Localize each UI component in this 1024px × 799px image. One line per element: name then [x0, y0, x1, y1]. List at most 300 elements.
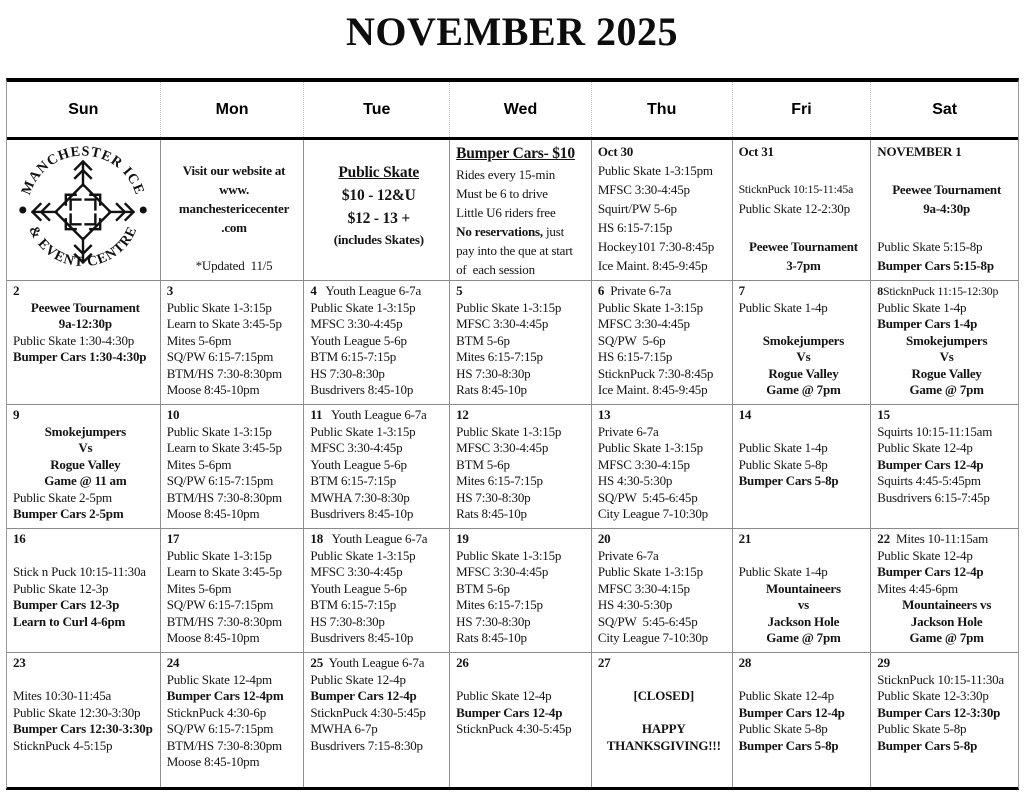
- event-line: SQ/PW 6:15-7:15pm: [166, 349, 274, 364]
- event-line: [456, 672, 589, 689]
- event-line: [167, 531, 302, 548]
- event-line: Bumper Cars 12-4p: [310, 688, 417, 703]
- cell-nov-3: [160, 281, 304, 404]
- day-number: No reservations,: [456, 224, 543, 239]
- event-line: MFSC 3:30-4:45p: [310, 440, 403, 455]
- day-number: 25: [310, 655, 324, 670]
- event-line: [877, 218, 1016, 237]
- event-line: Public Skate 1-3:15p: [597, 564, 703, 579]
- day-header-fri: Fri: [732, 82, 871, 137]
- day-number: 26: [456, 655, 469, 670]
- manchester-ice-logo: [14, 142, 152, 278]
- cell-nov-7: [732, 281, 871, 404]
- event-line: HAPPY: [641, 721, 686, 736]
- day-number-suffix: Youth League 6-7a: [323, 531, 428, 546]
- day-header-thu: Thu: [591, 82, 732, 137]
- event-line: Mites 5-6pm: [166, 456, 232, 472]
- day-number: 10: [166, 407, 180, 422]
- event-line: [598, 705, 730, 722]
- event-line: [598, 531, 730, 548]
- event-line: [739, 424, 869, 441]
- event-line: Youth League 5-6p: [310, 580, 407, 596]
- event-line: SQ/PW 5-6p: [597, 332, 666, 348]
- event-line: .com: [221, 220, 247, 235]
- event-line: Oct 30: [597, 144, 634, 159]
- day-number: 8: [877, 284, 883, 298]
- event-line: Public Skate 1-4p: [738, 440, 828, 455]
- event-line: BTM 5-6p: [456, 580, 510, 596]
- event-line: SQ/PW 5:45-6:45p: [597, 489, 698, 505]
- event-line: [310, 283, 447, 300]
- event-line: SQ/PW 6:15-7:15pm: [166, 721, 274, 736]
- event-line: [310, 142, 447, 161]
- event-line: [456, 655, 589, 672]
- event-line: Mites 5-6pm: [166, 332, 232, 348]
- event-line: Youth League 5-6p: [310, 456, 407, 472]
- event-line: [739, 548, 869, 565]
- event-line: Mites 10:30-11:45a: [13, 688, 112, 703]
- event-line: Mountaineers vs: [902, 597, 992, 612]
- event-line: Public Skate 1-3:15p: [310, 423, 416, 439]
- event-line: Peewee Tournament: [892, 182, 1002, 197]
- day-number: 28: [738, 655, 752, 670]
- event-line: BTM 5-6p: [456, 456, 510, 472]
- event-line: Public Skate 1-4p: [877, 299, 967, 315]
- day-number: 6: [597, 283, 605, 298]
- cell-nov-18: [303, 529, 449, 652]
- event-line: www.: [219, 182, 249, 197]
- event-line: [456, 222, 589, 241]
- event-line: SQ/PW 5:45-6:45p: [597, 613, 698, 629]
- day-number: 9: [13, 407, 20, 422]
- cell-info-logo: [7, 140, 160, 280]
- day-number: 20: [597, 531, 611, 546]
- event-line: Bumper Cars 12-4pm: [166, 688, 284, 703]
- calendar-table: [6, 78, 1019, 790]
- event-line: Public Skate 1-3:15p: [310, 299, 416, 315]
- page-title: NOVEMBER 2025: [345, 9, 679, 54]
- cell-nov-6: [591, 281, 732, 404]
- event-line: Squirt/PW 5-6p: [597, 201, 677, 216]
- event-line: Rogue Valley: [50, 456, 121, 472]
- event-line: Bumper Cars 1-4p: [877, 316, 978, 331]
- event-line: [739, 316, 869, 333]
- event-line: Squirts 4:45-5:45pm: [877, 473, 981, 488]
- event-line: Rats 8:45-10p: [456, 506, 527, 521]
- event-line: SticknPuck 4:30-5:45p: [456, 721, 572, 736]
- cell-nov-24: [160, 653, 304, 787]
- cell-nov-9: [7, 405, 160, 528]
- event-line: [598, 672, 730, 689]
- event-line: Rats 8:45-10p: [456, 382, 527, 397]
- event-line: SticknPuck 4:30-6p: [166, 704, 267, 720]
- event-line: [877, 407, 1016, 424]
- event-line: (includes Skates): [333, 232, 424, 247]
- day-header-sun: Sun: [68, 100, 99, 118]
- event-line: Moose 8:45-10pm: [166, 754, 260, 769]
- event-line: Private 6-7a: [597, 423, 659, 439]
- calendar-header-row: [7, 82, 1018, 140]
- cell-nov-26: [449, 653, 591, 787]
- day-number-suffix: just: [542, 224, 564, 239]
- cell-nov-4: [303, 281, 449, 404]
- event-line: [877, 161, 1016, 180]
- cell-nov-29: [870, 653, 1018, 787]
- day-number: 15: [877, 407, 890, 422]
- event-line: Ice Maint. 8:45-9:45p: [597, 258, 708, 273]
- event-line: [CLOSED]: [633, 688, 694, 703]
- cell-nov-17: [160, 529, 304, 652]
- day-number: 11: [310, 407, 323, 422]
- event-line: manchestericecenter: [178, 201, 290, 216]
- svg-text:& EVENT CENTRE: & EVENT CENTRE: [25, 223, 141, 271]
- day-number: 5: [456, 283, 463, 298]
- day-number: 16: [13, 531, 26, 546]
- event-line: MFSC 3:30-4:15p: [597, 580, 690, 596]
- event-line: [167, 283, 302, 300]
- event-line: Public Skate 1-3:15p: [597, 299, 703, 315]
- cell-nov-15: [870, 405, 1018, 528]
- event-line: Little U6 riders free: [456, 205, 556, 220]
- event-line: Public Skate 1-3:15p: [456, 547, 562, 563]
- event-line: Rats 8:45-10p: [456, 630, 527, 645]
- event-line: [739, 407, 869, 424]
- event-line: [456, 531, 589, 548]
- svg-text:MANCHESTER ICE: MANCHESTER ICE: [18, 143, 149, 198]
- event-line: Smokejumpers: [905, 332, 988, 348]
- day-number: 18: [310, 531, 324, 546]
- event-line: SticknPuck 7:30-8:45p: [597, 365, 714, 381]
- event-line: MWHA 7:30-8:30p: [310, 489, 410, 505]
- event-line: Moose 8:45-10pm: [166, 630, 260, 645]
- cell-nov-8: [870, 281, 1018, 404]
- event-line: Bumper Cars 5-8p: [877, 737, 978, 753]
- event-line: Public Skate 12-4p: [456, 688, 552, 703]
- event-line: Mountaineers: [765, 580, 841, 596]
- event-line: Public Skate 2-5pm: [13, 489, 112, 505]
- event-line: Public Skate: [338, 164, 420, 181]
- day-number: 21: [738, 531, 752, 546]
- day-number: 23: [13, 655, 26, 670]
- event-line: Public Skate 5-8p: [877, 721, 967, 736]
- cell-nov-28: [732, 653, 871, 787]
- event-line: Public Skate 12-4p: [877, 547, 973, 563]
- event-line: [13, 655, 158, 672]
- event-line: 3-7pm: [786, 258, 821, 273]
- event-line: MFSC 3:30-4:45p: [310, 316, 403, 331]
- event-line: BTM/HS 7:30-8:30pm: [166, 737, 282, 753]
- event-line: Rogue Valley: [768, 365, 839, 381]
- event-line: HS 4:30-5:30p: [597, 473, 673, 488]
- day-number: 17: [166, 531, 180, 546]
- event-line: Public Skate 12:30-3:30p: [13, 704, 141, 720]
- event-line: Bumper Cars 12-4p: [738, 704, 845, 720]
- event-line: Public Skate 12-4p: [310, 671, 406, 687]
- day-number-suffix: Youth League 6-7a: [316, 283, 422, 298]
- day-number: 13: [597, 407, 611, 422]
- event-line: Must be 6 to drive: [456, 186, 548, 201]
- event-line: [877, 531, 1016, 548]
- event-line: SticknPuck 10:15-11:30a: [877, 671, 1004, 687]
- event-line: Game @ 7pm: [909, 630, 984, 645]
- event-line: Public Skate 1-3:15p: [456, 423, 562, 439]
- logo-right-dot: [140, 207, 147, 214]
- event-line: of each session: [456, 262, 535, 277]
- event-line: Public Skate 1-3:15p: [166, 547, 272, 563]
- day-number: 7: [738, 283, 745, 298]
- event-line: Busdrivers 8:45-10p: [310, 506, 414, 521]
- event-line: Bumper Cars 12-4p: [877, 564, 984, 579]
- event-line: Mites 6:15-7:15p: [456, 597, 543, 612]
- event-line: Stick n Puck 10:15-11:30a: [13, 564, 146, 579]
- event-line: Bumper Cars 5-8p: [738, 473, 839, 488]
- event-line: Moose 8:45-10pm: [166, 382, 260, 397]
- cell-nov-16: [7, 529, 160, 652]
- day-number-suffix: Youth League 6-7a: [323, 655, 425, 670]
- event-line: Jackson Hole: [767, 613, 840, 629]
- event-line: [739, 531, 869, 548]
- event-line: [598, 407, 730, 424]
- event-line: Public Skate 5:15-8p: [877, 239, 983, 254]
- event-line: Busdrivers 8:45-10p: [310, 382, 414, 397]
- event-line: [310, 407, 447, 424]
- event-line: Public Skate 1-4p: [738, 299, 828, 315]
- day-number: 12: [456, 407, 469, 422]
- event-line: Public Skate 12-3:30p: [877, 688, 989, 703]
- event-line: Moose 8:45-10pm: [166, 506, 260, 521]
- event-line: BTM 6:15-7:15p: [310, 597, 397, 612]
- cell-nov-2: [7, 281, 160, 404]
- cell-nov-14: [732, 405, 871, 528]
- cell-oct-30: [591, 140, 732, 280]
- event-line: Peewee Tournament: [748, 239, 858, 254]
- day-header-tue: Tue: [303, 82, 449, 137]
- event-line: Public Skate 5-8p: [738, 456, 828, 472]
- event-line: [739, 672, 869, 689]
- event-line: Bumper Cars 2-5pm: [13, 506, 124, 521]
- event-line: Hockey101 7:30-8:45p: [597, 239, 715, 254]
- event-line: pay into the que at start: [456, 243, 573, 258]
- day-number: 29: [877, 655, 890, 670]
- event-line: Public Skate 12-2:30p: [738, 201, 850, 216]
- day-number: 3: [166, 283, 173, 298]
- cell-info-website: [160, 140, 304, 280]
- day-number: 24: [166, 655, 180, 670]
- event-line: [13, 548, 158, 565]
- event-line: [598, 655, 730, 672]
- event-line: MFSC 3:30-4:45p: [456, 316, 549, 331]
- event-line: Bumper Cars 12-4p: [456, 704, 563, 720]
- day-number: 27: [597, 655, 611, 670]
- event-line: Public Skate 1-4p: [738, 564, 828, 579]
- day-number-suffix: SticknPuck 11:15-12:30p: [882, 284, 999, 298]
- event-line: [167, 407, 302, 424]
- event-line: [456, 283, 589, 300]
- event-line: [13, 407, 158, 424]
- day-number: 19: [456, 531, 469, 546]
- event-line: Mites 6:15-7:15p: [456, 473, 543, 488]
- event-line: MFSC 3:30-4:45p: [597, 182, 690, 197]
- event-line: BTM/HS 7:30-8:30pm: [166, 365, 282, 381]
- cell-nov-25: [303, 653, 449, 787]
- event-line: SQ/PW 6:15-7:15pm: [166, 473, 274, 488]
- event-line: Game @ 7pm: [766, 630, 841, 645]
- event-line: Vs: [78, 440, 93, 455]
- event-line: [167, 655, 302, 672]
- event-line: Learn to Skate 3:45-5p: [166, 440, 282, 455]
- event-line: HS 6:15-7:15p: [597, 349, 673, 364]
- event-line: [877, 283, 1016, 300]
- event-line: [739, 655, 869, 672]
- event-line: MFSC 3:30-4:15p: [597, 456, 690, 472]
- event-line: 9a-4:30p: [923, 201, 971, 216]
- event-line: vs: [797, 597, 809, 612]
- event-line: Youth League 5-6p: [310, 332, 407, 348]
- cell-nov-13: [591, 405, 732, 528]
- event-line: Vs: [939, 349, 954, 364]
- calendar-body: [7, 140, 1018, 787]
- week-row-2: [7, 280, 1018, 404]
- event-line: Rogue Valley: [911, 365, 982, 381]
- event-line: SticknPuck 10:15-11:45a: [738, 182, 854, 196]
- event-line: [598, 283, 730, 300]
- event-line: [13, 283, 158, 300]
- day-number: 22: [877, 531, 890, 546]
- day-number: 14: [738, 407, 752, 422]
- event-line: [310, 655, 447, 672]
- event-line: Game @ 7pm: [909, 382, 984, 397]
- week-row-5: [7, 652, 1018, 787]
- cell-nov-19: [449, 529, 591, 652]
- event-line: Public Skate 1-3:15pm: [597, 163, 713, 178]
- event-line: Bumper Cars 12-3p: [13, 597, 120, 612]
- event-line: [456, 407, 589, 424]
- cell-oct-31: [732, 140, 871, 280]
- event-line: [167, 142, 302, 161]
- cell-nov-10: [160, 405, 304, 528]
- event-line: [310, 531, 447, 548]
- event-line: Public Skate 12-4pm: [166, 671, 272, 687]
- cell-nov-12: [449, 405, 591, 528]
- event-line: BTM 6:15-7:15p: [310, 349, 397, 364]
- event-line: HS 7:30-8:30p: [310, 365, 385, 381]
- cell-nov-11: [303, 405, 449, 528]
- event-line: HS 7:30-8:30p: [456, 613, 531, 629]
- event-line: Game @ 7pm: [766, 382, 841, 397]
- event-line: Bumper Cars 12-3:30p: [877, 704, 1001, 720]
- event-line: 9a-12:30p: [58, 316, 112, 331]
- event-line: Smokejumpers: [762, 332, 845, 348]
- event-line: Bumper Cars 12-4p: [877, 456, 984, 472]
- event-line: SticknPuck 4-5:15p: [13, 737, 113, 753]
- event-line: Peewee Tournament: [30, 299, 140, 315]
- event-line: Squirts 10:15-11:15am: [877, 423, 993, 439]
- event-line: Mites 5-6pm: [166, 580, 232, 596]
- event-line: Public Skate 1-3:15p: [597, 440, 703, 455]
- cell-info-public-skate-prices: [303, 140, 449, 280]
- cell-nov-22: [870, 529, 1018, 652]
- day-number-suffix: Private 6-7a: [604, 283, 672, 298]
- event-line: [739, 283, 869, 300]
- event-line: Oct 31: [738, 144, 774, 159]
- day-number: 4: [310, 283, 317, 298]
- cell-info-bumper-cars: [449, 140, 591, 280]
- week-row-3: [7, 404, 1018, 528]
- event-line: Public Skate 1-3:15p: [456, 299, 562, 315]
- event-line: HS 7:30-8:30p: [456, 365, 531, 381]
- event-line: SticknPuck 4:30-5:45p: [310, 704, 426, 720]
- event-line: MFSC 3:30-4:45p: [456, 440, 549, 455]
- cell-nov-23: [7, 653, 160, 787]
- event-line: Smokejumpers: [44, 423, 127, 439]
- event-line: $10 - 12&U: [341, 187, 416, 204]
- week-row-1: [7, 140, 1018, 280]
- event-line: Bumper Cars 5-8p: [738, 737, 839, 753]
- event-line: City League 7-10:30p: [597, 630, 708, 645]
- event-line: [13, 672, 158, 689]
- event-line: [13, 531, 158, 548]
- event-line: Rides every 15-min: [456, 167, 556, 182]
- event-line: BTM/HS 7:30-8:30pm: [166, 613, 282, 629]
- event-line: MFSC 3:30-4:45p: [310, 564, 403, 579]
- cell-nov-20: [591, 529, 732, 652]
- event-line: Public Skate 12-4p: [738, 688, 834, 703]
- week-row-4: [7, 528, 1018, 652]
- event-line: Busdrivers 6:15-7:45p: [877, 489, 990, 505]
- event-line: SQ/PW 6:15-7:15pm: [166, 597, 274, 612]
- event-line: MFSC 3:30-4:45p: [456, 564, 549, 579]
- event-line: Bumper Cars- $10: [456, 145, 575, 162]
- event-line: Learn to Skate 3:45-5p: [166, 316, 282, 331]
- event-line: Public Skate 5-8p: [738, 721, 828, 736]
- event-line: Public Skate 1-3:15p: [166, 423, 272, 439]
- event-line: Public Skate 12-3p: [13, 580, 109, 596]
- day-number-suffix: Mites 10-11:15am: [889, 531, 988, 546]
- event-line: Jackson Hole: [910, 613, 983, 629]
- event-line: Bumper Cars 12:30-3:30p: [13, 721, 153, 736]
- event-line: Public Skate 1-3:15p: [166, 299, 272, 315]
- day-header-mon: Mon: [160, 82, 304, 137]
- event-line: BTM 6:15-7:15p: [310, 473, 397, 488]
- event-line: Public Skate 12-4p: [877, 440, 973, 455]
- event-line: BTM 5-6p: [456, 332, 510, 348]
- day-number: 2: [13, 283, 20, 298]
- event-line: HS 7:30-8:30p: [310, 613, 385, 629]
- day-number-suffix: Youth League 6-7a: [322, 407, 427, 422]
- event-line: HS 7:30-8:30p: [456, 489, 531, 505]
- event-line: Private 6-7a: [597, 547, 659, 563]
- event-line: BTM/HS 7:30-8:30pm: [166, 489, 282, 505]
- event-line: Ice Maint. 8:45-9:45p: [597, 382, 708, 397]
- cell-nov-21: [732, 529, 871, 652]
- event-line: Learn to Skate 3:45-5p: [166, 564, 282, 579]
- event-line: [739, 218, 869, 237]
- event-line: Visit our website at: [182, 163, 286, 178]
- event-line: Busdrivers 8:45-10p: [310, 630, 414, 645]
- event-line: Public Skate 1-3:15p: [310, 547, 416, 563]
- event-line: [877, 655, 1016, 672]
- event-line: THANKSGIVING!!!: [606, 737, 721, 753]
- event-line: HS 4:30-5:30p: [597, 597, 673, 612]
- day-header-sat: Sat: [870, 82, 1018, 137]
- event-line: Mites 4:45-6pm: [877, 580, 958, 596]
- event-line: [167, 237, 302, 256]
- event-line: Mites 6:15-7:15p: [456, 349, 543, 364]
- cell-nov-1: [870, 140, 1018, 280]
- event-line: Learn to Curl 4-6pm: [13, 613, 126, 629]
- event-line: City League 7-10:30p: [597, 506, 708, 521]
- event-line: Game @ 11 am: [44, 473, 127, 488]
